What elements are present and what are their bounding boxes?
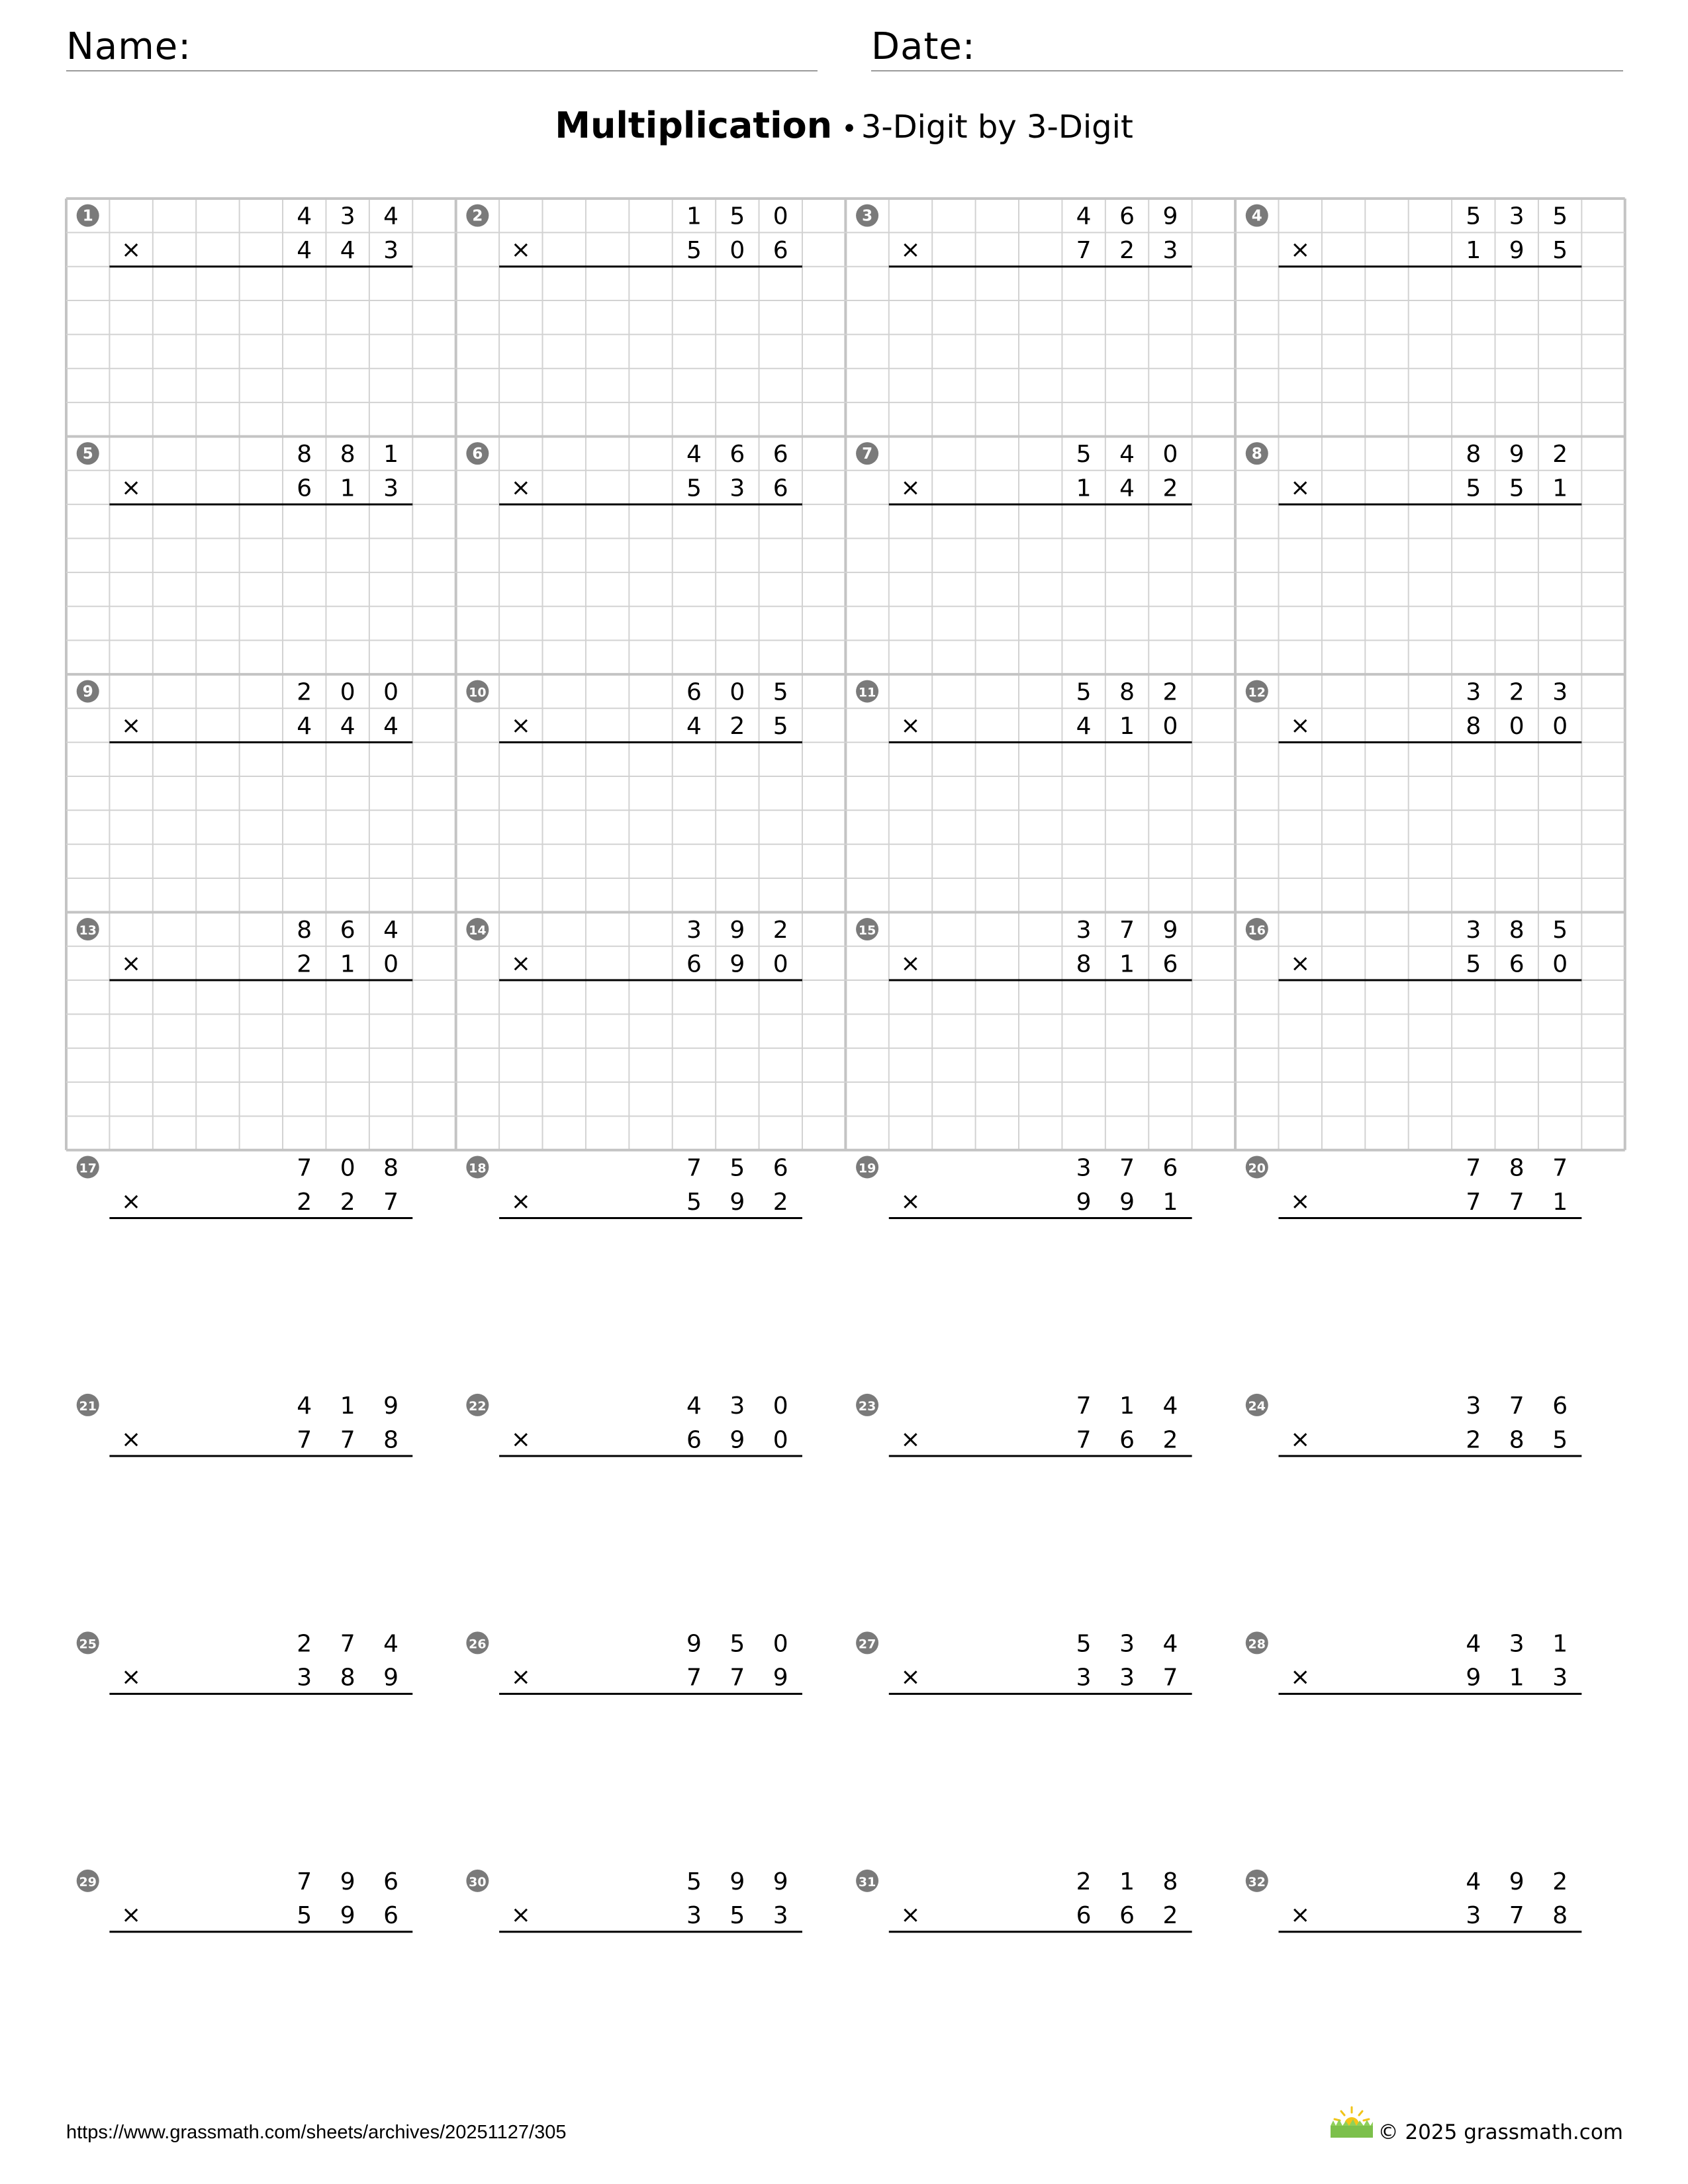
digit-top: 4: [383, 1630, 399, 1658]
multiply-sign: ×: [1290, 1901, 1311, 1929]
problem-number: 21: [79, 1398, 97, 1414]
multiply-sign: ×: [121, 236, 142, 264]
digit-top: 9: [686, 1630, 702, 1658]
problem-number: 22: [469, 1398, 487, 1414]
digit-bottom: 7: [297, 1426, 312, 1454]
multiply-sign: ×: [900, 1663, 921, 1691]
digit-top: 5: [1552, 203, 1568, 230]
digit-bottom: 7: [1076, 1426, 1092, 1454]
digit-top: 5: [729, 1630, 745, 1658]
digit-top: 1: [383, 441, 399, 469]
problem-number: 24: [1248, 1398, 1266, 1414]
digit-bottom: 1: [1076, 475, 1092, 502]
digit-top: 6: [773, 441, 788, 469]
digit-bottom: 4: [1076, 712, 1092, 740]
digit-top: 3: [1552, 678, 1568, 706]
digit-bottom: 7: [1076, 237, 1092, 265]
digit-top: 8: [340, 441, 355, 469]
digit-top: 8: [1509, 917, 1524, 944]
multiply-sign: ×: [900, 474, 921, 502]
multiply-sign: ×: [510, 711, 531, 739]
digit-bottom: 3: [1466, 1902, 1481, 1930]
digit-top: 5: [729, 203, 745, 230]
digit-bottom: 7: [1509, 1188, 1524, 1216]
problem-number: 31: [858, 1874, 876, 1889]
problem-number: 1: [82, 207, 93, 225]
problem-30: [466, 1868, 802, 1932]
problem-number: 10: [469, 685, 487, 700]
digit-top: 9: [1162, 917, 1178, 944]
digit-top: 9: [729, 917, 745, 944]
digit-bottom: 3: [773, 1902, 788, 1930]
digit-bottom: 4: [1119, 475, 1135, 502]
digit-top: 3: [1466, 1392, 1481, 1420]
digit-top: 0: [383, 678, 399, 706]
multiply-sign: ×: [900, 1426, 921, 1453]
digit-bottom: 2: [729, 712, 745, 740]
digit-bottom: 2: [1162, 1426, 1178, 1454]
digit-bottom: 3: [1119, 1664, 1135, 1692]
digit-top: 7: [686, 1154, 702, 1182]
digit-bottom: 2: [1162, 1902, 1178, 1930]
digit-bottom: 7: [383, 1188, 399, 1216]
digit-top: 9: [729, 1868, 745, 1895]
digit-top: 2: [773, 917, 788, 944]
digit-bottom: 6: [686, 1426, 702, 1454]
digit-bottom: 3: [1162, 237, 1178, 265]
digit-bottom: 5: [729, 1902, 745, 1930]
digit-bottom: 0: [1552, 950, 1568, 978]
problem-number: 16: [1248, 923, 1266, 938]
digit-top: 1: [340, 1392, 355, 1420]
date-label: Date:: [871, 25, 976, 68]
problem-29: [77, 1868, 413, 1932]
digit-bottom: 9: [729, 1188, 745, 1216]
digit-top: 5: [1076, 441, 1092, 469]
problem-18: [466, 1154, 802, 1218]
digit-bottom: 6: [773, 475, 788, 502]
digit-top: 9: [1509, 441, 1524, 469]
digit-top: 3: [1509, 203, 1524, 230]
digit-top: 8: [1509, 1154, 1524, 1182]
title-separator: •: [841, 114, 857, 144]
problem-25: [77, 1630, 413, 1694]
multiply-sign: ×: [900, 1901, 921, 1929]
multiply-sign: ×: [121, 950, 142, 978]
digit-top: 7: [1509, 1392, 1524, 1420]
digit-bottom: 3: [297, 1664, 312, 1692]
multiply-sign: ×: [121, 1187, 142, 1215]
digit-top: 9: [340, 1868, 355, 1895]
digit-top: 6: [773, 1154, 788, 1182]
problem-13: [77, 917, 413, 980]
problem-number: 19: [858, 1161, 876, 1176]
digit-bottom: 7: [686, 1664, 702, 1692]
title-main: Multiplication: [555, 105, 833, 146]
digit-bottom: 1: [1162, 1188, 1178, 1216]
multiply-sign: ×: [510, 1901, 531, 1929]
problem-20: [1246, 1154, 1582, 1218]
digit-top: 3: [1466, 917, 1481, 944]
digit-top: 3: [340, 203, 355, 230]
digit-top: 5: [686, 1868, 702, 1895]
digit-bottom: 4: [383, 712, 399, 740]
digit-bottom: 5: [297, 1902, 312, 1930]
digit-bottom: 0: [1552, 712, 1568, 740]
digit-bottom: 8: [340, 1664, 355, 1692]
digit-bottom: 9: [729, 950, 745, 978]
problem-16: [1246, 917, 1582, 980]
problem-2: [466, 203, 802, 267]
digit-bottom: 4: [340, 237, 355, 265]
problem-8: [1246, 441, 1582, 504]
digit-top: 3: [1076, 917, 1092, 944]
digit-top: 4: [1466, 1630, 1481, 1658]
name-label: Name:: [66, 25, 192, 68]
digit-top: 4: [1466, 1868, 1481, 1895]
digit-bottom: 2: [297, 1188, 312, 1216]
multiply-sign: ×: [121, 1663, 142, 1691]
digit-top: 5: [1466, 203, 1481, 230]
multiply-sign: ×: [1290, 1426, 1311, 1453]
digit-bottom: 1: [1119, 712, 1135, 740]
digit-bottom: 0: [773, 1426, 788, 1454]
digit-top: 2: [297, 1630, 312, 1658]
digit-bottom: 3: [383, 237, 399, 265]
digit-top: 2: [1162, 678, 1178, 706]
digit-bottom: 2: [1466, 1426, 1481, 1454]
problem-9: [77, 679, 413, 743]
digit-top: 3: [1076, 1154, 1092, 1182]
problem-6: [466, 441, 802, 504]
digit-bottom: 6: [1162, 950, 1178, 978]
problem-23: [856, 1392, 1192, 1456]
problem-number: 15: [858, 923, 876, 938]
digit-bottom: 6: [686, 950, 702, 978]
digit-top: 7: [1552, 1154, 1568, 1182]
digit-bottom: 7: [1509, 1902, 1524, 1930]
digit-top: 3: [729, 1392, 745, 1420]
digit-top: 5: [1552, 917, 1568, 944]
problem-number: 6: [472, 445, 483, 463]
digit-top: 0: [729, 678, 745, 706]
digit-bottom: 4: [297, 237, 312, 265]
digit-bottom: 7: [1162, 1664, 1178, 1692]
digit-top: 4: [1076, 203, 1092, 230]
digit-top: 6: [686, 678, 702, 706]
digit-bottom: 8: [1552, 1902, 1568, 1930]
problem-11: [856, 679, 1192, 743]
digit-top: 7: [340, 1630, 355, 1658]
digit-bottom: 4: [297, 712, 312, 740]
digit-bottom: 9: [1466, 1664, 1481, 1692]
digit-top: 8: [1119, 678, 1135, 706]
digit-bottom: 9: [1509, 237, 1524, 265]
digit-bottom: 4: [686, 712, 702, 740]
digit-top: 4: [686, 1392, 702, 1420]
footer-copyright: © 2025 grassmath.com: [1378, 2120, 1623, 2144]
problem-22: [466, 1392, 802, 1456]
problem-number: 5: [82, 445, 93, 463]
digit-bottom: 6: [1119, 1426, 1135, 1454]
digit-top: 7: [1076, 1392, 1092, 1420]
digit-bottom: 5: [1552, 237, 1568, 265]
digit-bottom: 9: [340, 1902, 355, 1930]
digit-top: 6: [1162, 1154, 1178, 1182]
digit-bottom: 9: [773, 1664, 788, 1692]
digit-top: 1: [1119, 1868, 1135, 1895]
digit-top: 2: [297, 678, 312, 706]
multiply-sign: ×: [510, 1187, 531, 1215]
problem-31: [856, 1868, 1192, 1932]
problem-number: 18: [469, 1161, 487, 1176]
digit-top: 8: [297, 917, 312, 944]
digit-top: 3: [1466, 678, 1481, 706]
multiply-sign: ×: [121, 711, 142, 739]
digit-top: 0: [773, 1392, 788, 1420]
digit-top: 9: [1509, 1868, 1524, 1895]
digit-top: 7: [297, 1868, 312, 1895]
digit-top: 0: [340, 678, 355, 706]
digit-top: 6: [729, 441, 745, 469]
problem-4: [1246, 203, 1582, 267]
problem-32: [1246, 1868, 1582, 1932]
problem-number: 3: [862, 207, 873, 225]
multiply-sign: ×: [510, 474, 531, 502]
digit-bottom: 2: [1119, 237, 1135, 265]
problem-number: 26: [469, 1637, 487, 1652]
digit-top: 0: [1162, 441, 1178, 469]
digit-bottom: 3: [686, 1902, 702, 1930]
digit-bottom: 5: [1509, 475, 1524, 502]
digit-top: 8: [297, 441, 312, 469]
digit-bottom: 0: [1509, 712, 1524, 740]
multiply-sign: ×: [1290, 236, 1311, 264]
digit-bottom: 9: [1076, 1188, 1092, 1216]
problem-number: 25: [79, 1637, 97, 1652]
digit-top: 2: [1552, 441, 1568, 469]
problem-17: [77, 1154, 413, 1218]
digit-top: 2: [1509, 678, 1524, 706]
digit-top: 4: [1162, 1630, 1178, 1658]
digit-bottom: 2: [297, 950, 312, 978]
digit-top: 6: [340, 917, 355, 944]
digit-bottom: 3: [383, 475, 399, 502]
digit-top: 7: [1466, 1154, 1481, 1182]
digit-bottom: 0: [729, 237, 745, 265]
problem-5: [77, 441, 413, 504]
multiply-sign: ×: [1290, 474, 1311, 502]
digit-top: 8: [1466, 441, 1481, 469]
problem-24: [1246, 1392, 1582, 1456]
problem-number: 11: [858, 685, 876, 700]
digit-bottom: 5: [773, 712, 788, 740]
problem-3: [856, 203, 1192, 267]
digit-bottom: 4: [340, 712, 355, 740]
footer-url: https://www.grassmath.com/sheets/archives/20251127/305: [66, 2122, 567, 2143]
grass-sun-logo-icon: [1327, 2105, 1377, 2139]
digit-bottom: 7: [729, 1664, 745, 1692]
digit-top: 6: [1119, 203, 1135, 230]
digit-top: 8: [1162, 1868, 1178, 1895]
problem-number: 7: [862, 445, 873, 463]
digit-bottom: 6: [383, 1902, 399, 1930]
multiply-sign: ×: [900, 236, 921, 264]
digit-bottom: 6: [1509, 950, 1524, 978]
problem-number: 4: [1251, 207, 1262, 225]
digit-top: 4: [1162, 1392, 1178, 1420]
problem-number: 29: [79, 1874, 97, 1889]
digit-top: 7: [1119, 917, 1135, 944]
problem-number: 30: [469, 1874, 487, 1889]
digit-bottom: 6: [773, 237, 788, 265]
digit-bottom: 1: [340, 475, 355, 502]
digit-bottom: 9: [729, 1426, 745, 1454]
problem-number: 17: [79, 1161, 97, 1176]
digit-bottom: 5: [686, 1188, 702, 1216]
problem-number: 28: [1248, 1637, 1266, 1652]
digit-bottom: 9: [383, 1664, 399, 1692]
digit-top: 1: [686, 203, 702, 230]
problem-number: 9: [82, 683, 93, 701]
digit-top: 0: [773, 1630, 788, 1658]
digit-bottom: 1: [340, 950, 355, 978]
problem-1: [77, 203, 413, 267]
digit-top: 9: [1162, 203, 1178, 230]
multiply-sign: ×: [510, 1426, 531, 1453]
digit-top: 4: [686, 441, 702, 469]
problem-26: [466, 1630, 802, 1694]
digit-bottom: 7: [1466, 1188, 1481, 1216]
digit-top: 4: [1119, 441, 1135, 469]
digit-top: 4: [383, 917, 399, 944]
problem-number: 13: [79, 923, 97, 938]
digit-bottom: 2: [1162, 475, 1178, 502]
digit-top: 3: [1119, 1630, 1135, 1658]
digit-top: 5: [1076, 1630, 1092, 1658]
problem-28: [1246, 1630, 1582, 1694]
digit-bottom: 3: [729, 475, 745, 502]
digit-bottom: 5: [686, 237, 702, 265]
digit-bottom: 3: [1076, 1664, 1092, 1692]
digit-top: 5: [773, 678, 788, 706]
multiply-sign: ×: [1290, 1187, 1311, 1215]
digit-top: 7: [1119, 1154, 1135, 1182]
digit-top: 5: [1076, 678, 1092, 706]
problem-10: [466, 679, 802, 743]
digit-top: 6: [383, 1868, 399, 1895]
digit-top: 3: [686, 917, 702, 944]
problem-14: [466, 917, 802, 980]
digit-bottom: 0: [383, 950, 399, 978]
multiply-sign: ×: [121, 1901, 142, 1929]
digit-top: 9: [773, 1868, 788, 1895]
multiply-sign: ×: [1290, 950, 1311, 978]
problem-number: 12: [1248, 685, 1266, 700]
digit-top: 2: [1552, 1868, 1568, 1895]
problem-number: 8: [1251, 445, 1262, 463]
problem-12: [1246, 679, 1582, 743]
digit-bottom: 3: [1552, 1664, 1568, 1692]
problem-number: 27: [858, 1637, 876, 1652]
digit-bottom: 8: [1466, 712, 1481, 740]
multiply-sign: ×: [1290, 1663, 1311, 1691]
digit-bottom: 8: [1509, 1426, 1524, 1454]
multiply-sign: ×: [1290, 711, 1311, 739]
multiply-sign: ×: [900, 950, 921, 978]
multiply-sign: ×: [900, 1187, 921, 1215]
multiply-sign: ×: [510, 236, 531, 264]
multiply-sign: ×: [510, 950, 531, 978]
digit-bottom: 1: [1466, 237, 1481, 265]
digit-bottom: 8: [1076, 950, 1092, 978]
digit-top: 0: [773, 203, 788, 230]
digit-bottom: 5: [686, 475, 702, 502]
digit-top: 1: [1552, 1630, 1568, 1658]
digit-top: 1: [1119, 1392, 1135, 1420]
digit-top: 9: [383, 1392, 399, 1420]
problem-number: 2: [472, 207, 483, 225]
digit-bottom: 0: [773, 950, 788, 978]
multiply-sign: ×: [900, 711, 921, 739]
problem-number: 14: [469, 923, 487, 938]
digit-bottom: 1: [1509, 1664, 1524, 1692]
multiply-sign: ×: [121, 474, 142, 502]
digit-bottom: 5: [1552, 1426, 1568, 1454]
problem-27: [856, 1630, 1192, 1694]
digit-bottom: 6: [1119, 1902, 1135, 1930]
digit-bottom: 1: [1119, 950, 1135, 978]
digit-top: 4: [297, 203, 312, 230]
digit-bottom: 9: [1119, 1188, 1135, 1216]
problem-15: [856, 917, 1192, 980]
digit-bottom: 5: [1466, 475, 1481, 502]
digit-top: 2: [1076, 1868, 1092, 1895]
digit-bottom: 8: [383, 1426, 399, 1454]
digit-bottom: 2: [773, 1188, 788, 1216]
digit-top: 8: [383, 1154, 399, 1182]
digit-bottom: 0: [1162, 712, 1178, 740]
digit-bottom: 1: [1552, 1188, 1568, 1216]
problem-number: 20: [1248, 1161, 1266, 1176]
digit-bottom: 6: [297, 475, 312, 502]
digit-bottom: 7: [340, 1426, 355, 1454]
digit-bottom: 6: [1076, 1902, 1092, 1930]
digit-top: 7: [297, 1154, 312, 1182]
problem-number: 32: [1248, 1874, 1266, 1889]
multiply-sign: ×: [121, 1426, 142, 1453]
digit-top: 4: [297, 1392, 312, 1420]
digit-top: 5: [729, 1154, 745, 1182]
digit-top: 0: [340, 1154, 355, 1182]
digit-bottom: 5: [1466, 950, 1481, 978]
problem-7: [856, 441, 1192, 504]
digit-bottom: 1: [1552, 475, 1568, 502]
digit-top: 6: [1552, 1392, 1568, 1420]
problem-19: [856, 1154, 1192, 1218]
digit-top: 3: [1509, 1630, 1524, 1658]
digit-top: 4: [383, 203, 399, 230]
title-subtitle: 3-Digit by 3-Digit: [861, 109, 1133, 146]
problem-21: [77, 1392, 413, 1456]
multiply-sign: ×: [510, 1663, 531, 1691]
problem-number: 23: [858, 1398, 876, 1414]
digit-bottom: 2: [340, 1188, 355, 1216]
